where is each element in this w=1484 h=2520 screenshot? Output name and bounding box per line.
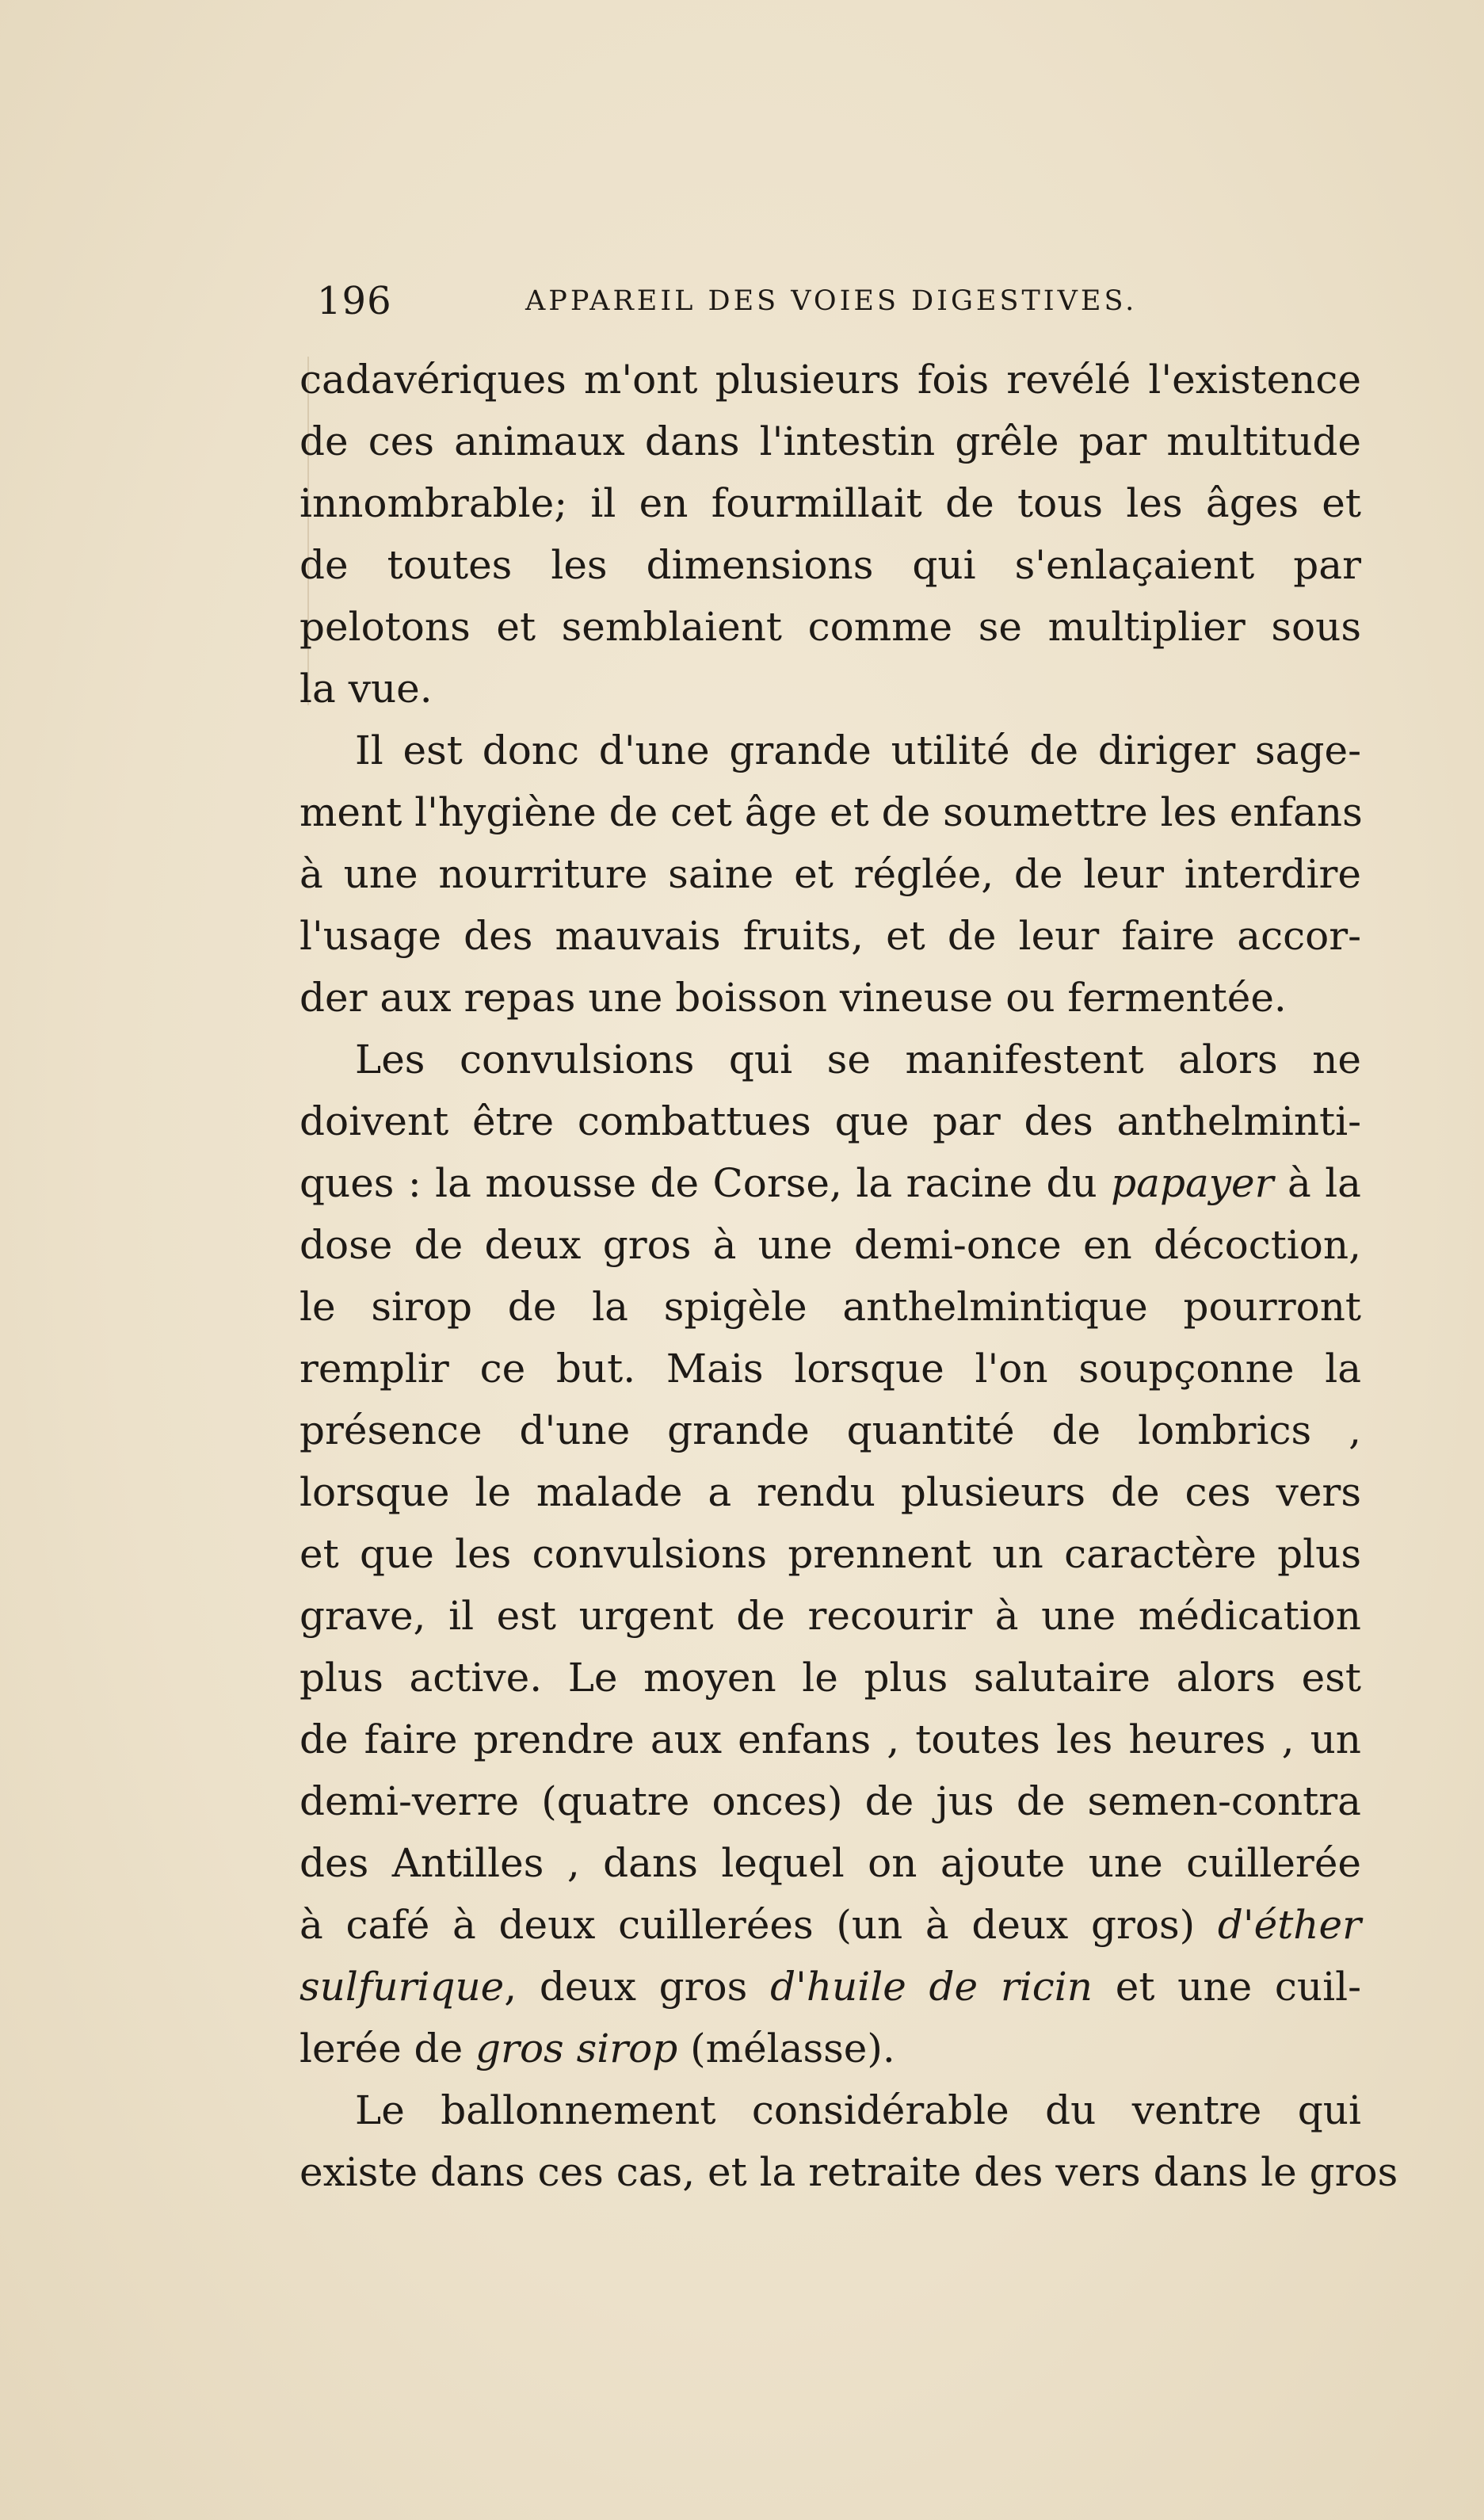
italic-term: d'huile de ricin: [770, 1964, 1093, 2010]
text-line: l'usage des mauvais fruits, et de leur faire accor-: [299, 913, 1361, 959]
text-run: (mélasse).: [677, 2026, 895, 2071]
italic-term: papayer: [1111, 1160, 1274, 1206]
text-line: et que les convulsions prennent un caractère plus: [299, 1531, 1361, 1577]
text-run: , deux gros: [504, 1964, 771, 2010]
paragraph-start-line: Le ballonnement considérable du ventre qui: [355, 2087, 1361, 2133]
text-run: à café à deux cuillerées (un à deux gros): [299, 1902, 1218, 1948]
page-number: 196: [317, 279, 392, 323]
text-line: de toutes les dimensions qui s'enlaçaient par: [299, 542, 1361, 588]
text-line: cadavériques m'ont plusieurs fois revélé l'existence: [299, 357, 1361, 403]
text-line: existe dans ces cas, et la retraite des vers dans le gros: [299, 2149, 1398, 2195]
italic-term: sulfurique: [299, 1964, 505, 2010]
text-line: innombrable; il en fourmillait de tous les âges et: [299, 480, 1361, 526]
text-line: remplir ce but. Mais lorsque l'on soupçonne la: [299, 1346, 1361, 1392]
text-line: [299, 1152, 1361, 1214]
text-line: [299, 1894, 1361, 1956]
text-line: la vue.: [299, 666, 433, 712]
running-head: APPAREIL DES VOIES DIGESTIVES.: [525, 285, 1138, 317]
page-header: [317, 279, 1268, 326]
italic-term: d'éther: [1217, 1902, 1361, 1948]
paragraph-start-line: Les convulsions qui se manifestent alors ne: [355, 1037, 1361, 1082]
text-line: ment l'hygiène de cet âge et de soumettre les enfans: [299, 789, 1363, 835]
text-line: de faire prendre aux enfans , toutes les heures , un: [299, 1716, 1361, 1762]
italic-term: gros sirop: [475, 2026, 678, 2071]
text-line: plus active. Le moyen le plus salutaire alors est: [299, 1655, 1361, 1701]
text-line: à une nourriture saine et réglée, de leur interdire: [299, 851, 1361, 897]
body-text: [299, 349, 1398, 2203]
paragraph-start-line: Il est donc d'une grande utilité de diriger sage-: [355, 727, 1361, 773]
text-line: doivent être combattues que par des anthelminti-: [299, 1098, 1361, 1144]
text-line: grave, il est urgent de recourir à une médication: [299, 1593, 1361, 1639]
text-line: le sirop de la spigèle anthelmintique pourront: [299, 1284, 1361, 1330]
text-line: demi-verre (quatre onces) de jus de semen-contra: [299, 1778, 1361, 1824]
text-line: des Antilles , dans lequel on ajoute une cuillerée: [299, 1840, 1361, 1886]
text-line: présence d'une grande quantité de lombrics ,: [299, 1407, 1361, 1453]
text-line: lorsque le malade a rendu plusieurs de ces vers: [299, 1469, 1361, 1515]
text-line: de ces animaux dans l'intestin grêle par multitude: [299, 418, 1361, 464]
text-line: [299, 2018, 1361, 2079]
text-line: dose de deux gros à une demi-once en décoction,: [299, 1222, 1361, 1268]
text-run: et une cuil-: [1093, 1964, 1361, 2010]
text-run: ques : la mousse de Corse, la racine du: [299, 1160, 1112, 1206]
text-run: lerée de: [299, 2026, 476, 2071]
text-line: der aux repas une boisson vineuse ou fermentée.: [299, 975, 1287, 1021]
text-run: à la: [1273, 1160, 1361, 1206]
text-line: pelotons et semblaient comme se multiplier sous: [299, 604, 1361, 650]
text-line: [299, 1956, 1361, 2018]
